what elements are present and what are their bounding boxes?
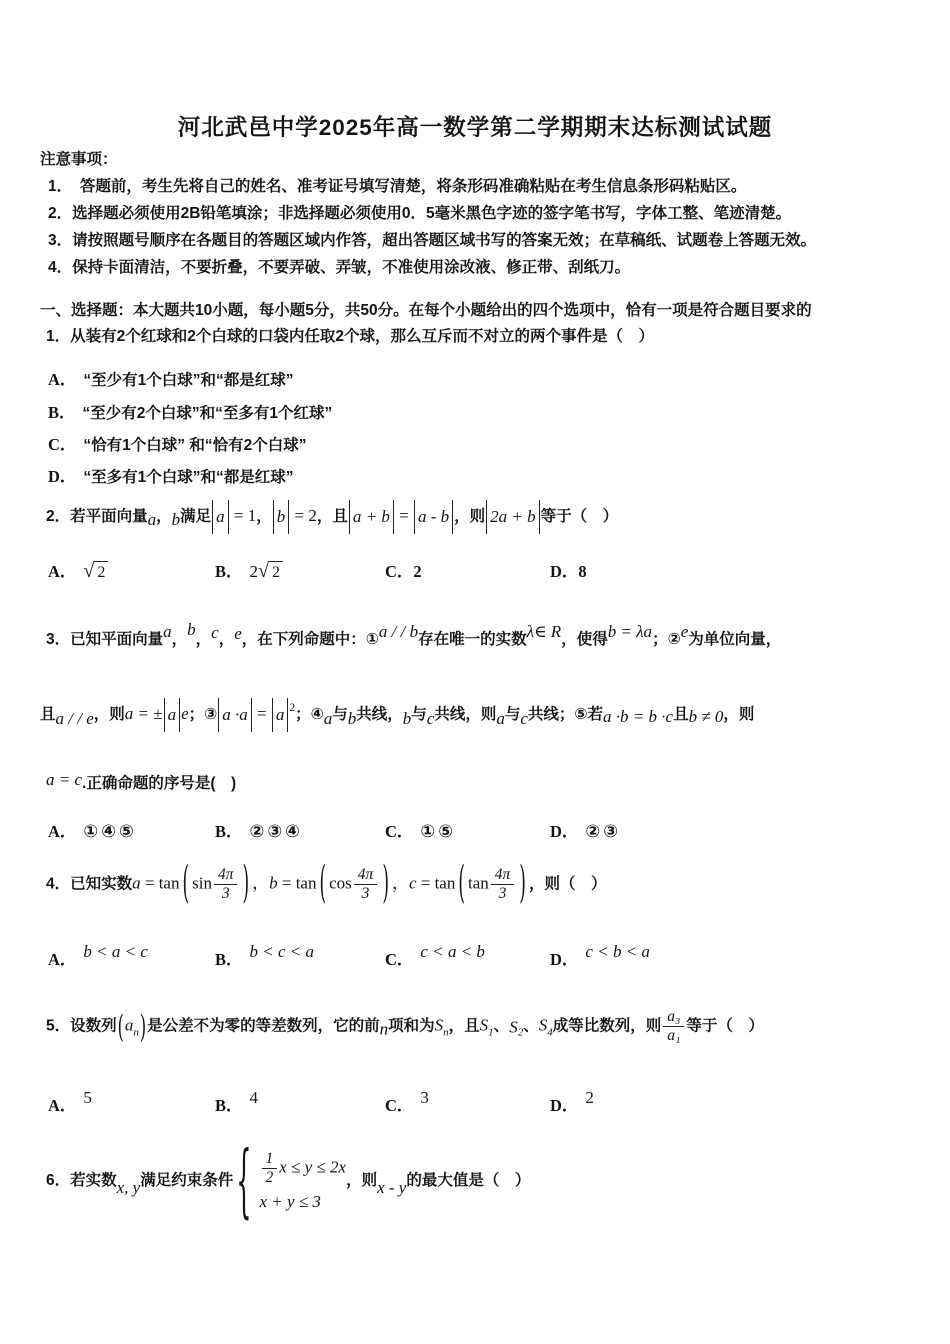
question-4-option-c: C． c < a < b bbox=[385, 942, 485, 969]
notice-item-3: 3．请按照题号顺序在各题目的答题区域内作答，超出答题区域书写的答案无效；在草稿纸、试题卷上答题无效。 bbox=[48, 232, 817, 249]
question-1-option-d: D． “至多有1个白球”和“都是红球” bbox=[48, 467, 294, 486]
notice-item-2: 2．选择题必须使用2B铅笔填涂；非选择题必须使用0．5毫米黑色字迹的签字笔书写，字体工整、笔迹清楚。 bbox=[48, 205, 792, 222]
question-1-option-a: A． “至少有1个白球”和“都是红球” bbox=[48, 370, 294, 389]
question-3-stem-line-1: 3．已知平面向量a，b，c，e，在下列命题中：①a / / b存在唯一的实数λ∈ R，使得b = λa；②e为单位向量， bbox=[46, 620, 782, 648]
question-5-option-a: A． 5 bbox=[48, 1088, 92, 1115]
question-1-stem: 1．从装有2个红球和2个白球的口袋内任取2个球，那么互斥而不对立的两个事件是（ ） bbox=[46, 328, 654, 345]
question-5-options bbox=[0, 1088, 950, 1126]
notice-item-1: 1． 答题前，考生先将自己的姓名、准考证号填写清楚，将条形码准确粘贴在考生信息条形码粘贴区。 bbox=[48, 178, 747, 195]
question-3-stem-line-3: a = c.正确命题的序号是( ) bbox=[46, 770, 237, 792]
question-1-option-b: B． “至少有2个白球”和“至多有1个红球” bbox=[48, 403, 333, 422]
question-3-option-a: A． ①④⑤ bbox=[48, 822, 137, 842]
question-3-options bbox=[0, 818, 950, 856]
notice-heading: 注意事项： bbox=[40, 151, 118, 168]
question-5-option-c: C． 3 bbox=[385, 1088, 429, 1115]
question-5-option-b: B． 4 bbox=[215, 1088, 259, 1115]
question-3-option-b: B． ②③④ bbox=[215, 822, 303, 842]
question-2-option-d: D．8 bbox=[550, 562, 587, 581]
question-2-option-c: C．2 bbox=[385, 562, 422, 581]
question-4-stem: 4．已知实数a = tan ( sin $\frac{4\pi}{3}$ ) ，b = tan ( cos $\frac{4\pi}{3}$ ) ，c = tan ( tan $\frac{4\pi}{3}$ ) ，则（ ） bbox=[46, 858, 607, 911]
question-4-option-a: A． b < a < c bbox=[48, 942, 148, 969]
question-2-options bbox=[0, 558, 950, 596]
question-2-option-b: B． 2 √ 2 bbox=[215, 558, 283, 584]
question-4-option-d: D． c < b < a bbox=[550, 942, 650, 969]
question-6-stem: 6．若实数x, y满足约束条件 { $\frac{1}{2}$ x ≤ y ≤ 2x x + y ≤ 3 ，则x - y的最大值是（ ） bbox=[46, 1134, 531, 1228]
question-3-stem-line-2: 且a / / e，则a = ± a e；③ a ·a = a $^2$；④a与b共线，b与c共线，则a与c共线；⑤若a ·b = b ·c且b ≠ 0，则 bbox=[40, 698, 754, 732]
question-4-options bbox=[0, 942, 950, 980]
question-3-option-d: D． ②③ bbox=[550, 822, 622, 842]
question-2-stem: 2．若平面向量a，b满足 a = 1， b = 2，且 a + b = a - b ，则 2a + b 等于（ ） bbox=[46, 500, 618, 534]
question-2-option-a: A． √ 2 bbox=[48, 558, 108, 584]
question-5-stem: 5．设数列$(a_n)$是公差不为零的等差数列，它的前n项和为$S_n$，且$S_1$、$S_2$、$S_4$成等比数列，则 $\frac{\text{a₃}}{\text{a₁}}$ 等于（ ） bbox=[46, 1008, 764, 1045]
question-1-option-c: C． “恰有1个白球” 和“恰有2个白球” bbox=[48, 435, 307, 454]
notice-item-4: 4．保持卡面清洁，不要折叠，不要弄破、弄皱，不准使用涂改液、修正带、刮纸刀。 bbox=[48, 259, 631, 276]
question-3-option-c: C． ①⑤ bbox=[385, 822, 457, 842]
section-1-heading: 一、选择题：本大题共10小题，每小题5分，共50分。在每个小题给出的四个选项中，恰有一项是符合题目要求的 bbox=[40, 302, 812, 319]
question-5-option-d: D． 2 bbox=[550, 1088, 594, 1115]
question-4-option-b: B． b < c < a bbox=[215, 942, 315, 969]
page-title: 河北武邑中学2025年高一数学第二学期期末达标测试试题 bbox=[177, 115, 773, 140]
